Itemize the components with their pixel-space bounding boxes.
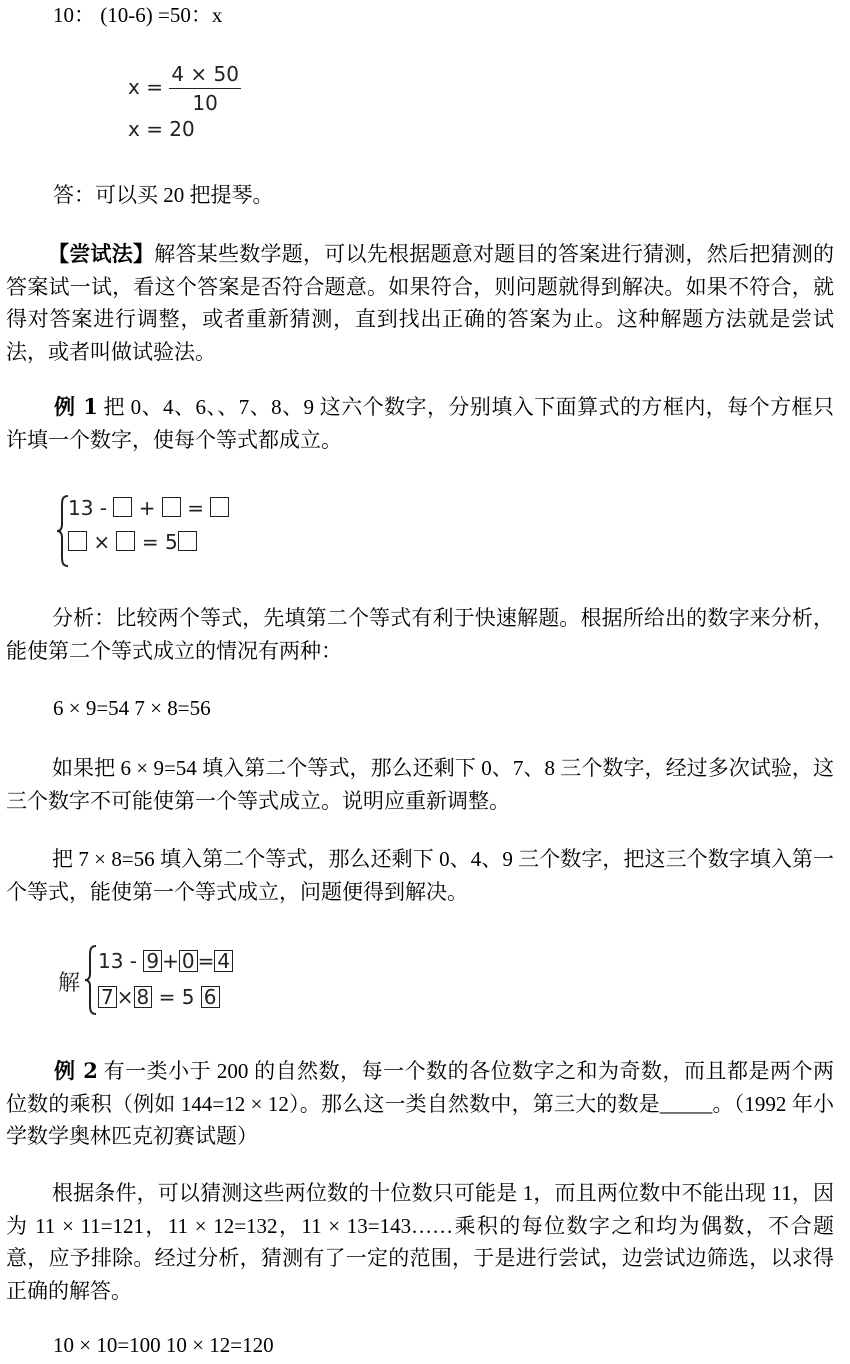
solution-times: ×: [116, 985, 134, 1009]
solution-digit-box: 8: [134, 986, 153, 1008]
solution-digit-box: 9: [143, 950, 162, 972]
cases-line: 6 × 9=54 7 × 8=56: [53, 696, 211, 720]
example1-label: 例 1: [54, 394, 98, 419]
eq2-times: ×: [93, 530, 111, 554]
solution-eq2: = 5: [158, 985, 195, 1009]
solution-figure: [58, 944, 258, 1016]
method-text: 解答某些数学题，可以先根据题意对题目的答案进行猜测，然后把猜测的答案试一试，看这个答案是否符合题意。如果符合，则问题就得到解决。如果不符合，就得对答案进行调整，或者重新猜测，直到找出正确的答案为止。这种解题方法就是尝试法，或者叫做试验法。: [6, 242, 834, 364]
method-paragraph: [6, 238, 834, 368]
fraction-numerator: 4 × 50: [169, 62, 241, 89]
try1-paragraph: 如果把 6 × 9=54 填入第二个等式，那么还剩下 0、7、8 三个数字，经过多次试验，这三个数字不可能使第一个等式成立。说明应重新调整。: [6, 756, 834, 813]
eq1-plus: +: [138, 496, 156, 520]
blank-box: [113, 497, 132, 517]
example1-paragraph: [6, 391, 834, 456]
equation-system-figure: [56, 494, 256, 568]
answer-line: 答：可以买 20 把提琴。: [53, 183, 274, 207]
example2-text: 有一类小于 200 的自然数，每一个数的各位数字之和为奇数，而且都是两个两位数的乘积（例如 144=12 × 12）。那么这一类自然数中，第三大的数是_____。（1992 年小学数学奥林匹克初赛试题）: [6, 1059, 834, 1148]
eq2-equals: = 5: [141, 530, 178, 554]
blank-box: [178, 531, 197, 551]
fraction-denominator: 10: [192, 91, 218, 115]
solution-digit-box: 0: [179, 950, 198, 972]
solution-digit-box: 7: [98, 986, 117, 1008]
calc-lhs: x =: [128, 75, 163, 99]
calc-result: x = 20: [128, 117, 195, 141]
example2-label: 例 2: [54, 1058, 98, 1083]
analysis-paragraph: 分析：比较两个等式，先填第二个等式有利于快速解题。根据所给出的数字来分析，能使第二个等式成立的情况有两种：: [6, 606, 834, 663]
solution-digit-box: 4: [214, 950, 233, 972]
fraction-calculation: [128, 62, 268, 141]
products-line: 10 × 10=100 10 × 12=120: [53, 1333, 274, 1357]
solution-digit-box: 6: [201, 986, 220, 1008]
blank-box: [162, 497, 181, 517]
example2-paragraph: [6, 1055, 834, 1153]
method-label: 【尝试法】: [48, 241, 155, 266]
solution-plus: +: [162, 949, 179, 973]
reasoning-paragraph: 根据条件，可以猜测这些两位数的十位数只可能是 1，而且两位数中不能出现 11，因为 11 × 11=121，11 × 12=132，11 × 13=143……乘积的每位数字之和均为偶数，不合题意，应予排除。经过分析，猜测有了一定的范围，于是进行尝试，边尝试边筛选，以求得正确的解答。: [6, 1181, 834, 1303]
solution-label: 解: [58, 971, 81, 996]
left-brace-icon: [84, 944, 98, 1016]
try2-paragraph: 把 7 × 8=56 填入第二个等式，那么还剩下 0、4、9 三个数字，把这三个数字填入第一个等式，能使第一个等式成立，问题便得到解决。: [6, 847, 834, 904]
example1-text: 把 0、4、6、、7、8、9 这六个数字，分别填入下面算式的方框内，每个方框只许填一个数字，使每个等式都成立。: [6, 395, 834, 452]
solution-equals: =: [197, 949, 215, 973]
proportion-line: 10： (10-6) =50：x: [53, 3, 223, 27]
blank-box: [116, 531, 135, 551]
blank-box: [210, 497, 229, 517]
fraction: [169, 62, 241, 115]
eq1-start: 13 -: [68, 496, 108, 520]
blank-box: [68, 531, 87, 551]
solution-eq1-start: 13 -: [98, 949, 138, 973]
eq1-equals: =: [187, 496, 204, 520]
